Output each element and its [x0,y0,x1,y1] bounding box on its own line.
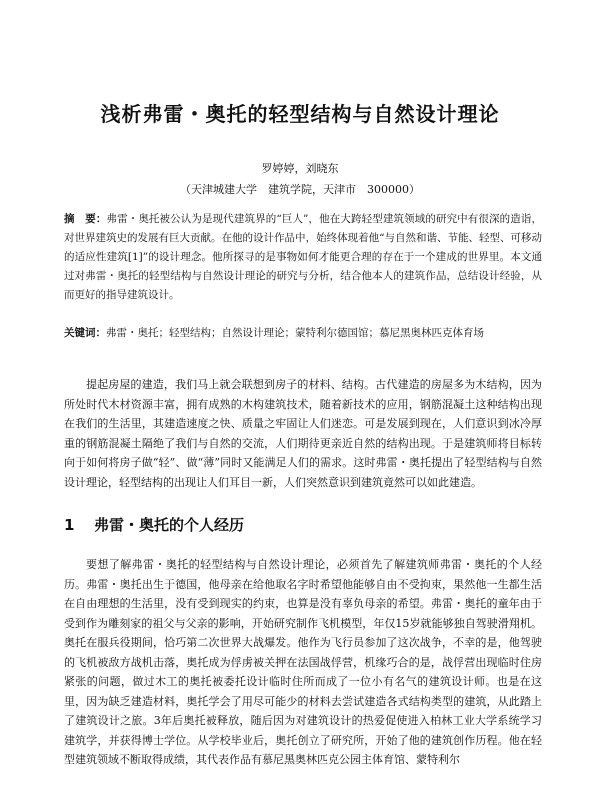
abstract [64,210,542,305]
keywords-text: 弗雷・奥托；轻型结构；自然设计理论；蒙特利尔德国馆；慕尼黑奥林匹克体育场 [106,327,484,339]
paper-title: 浅析弗雷・奥托的轻型结构与自然设计理论 [100,102,500,126]
section-1-heading [64,514,244,535]
abstract-text: 弗雷・奥托被公认为是现代建筑界的“巨人”，他在大跨轻型建筑领域的研究中有很深的造诣，对世界建筑史的发展有巨大贡献。在他的设计作品中，始终体现着他“与自然和谐、节能、轻型、可移动的适应性建筑[1]”的设计理念。他所探寻的是事物如何才能更合理的存在于一个建成的世界里。本文通过对弗雷・奥托的轻型结构与自然设计理论的研究与分析，结合他本人的建筑作品，总结设计经验，从而更好的指导建筑设计。 [64,213,543,301]
author-affiliation: （天津城建大学 建筑学院，天津市 300000） [180,183,420,196]
section-1-paragraph: 要想了解弗雷・奥托的轻型结构与自然设计理论，必须首先了解建筑师弗雷・奥托的个人经历。弗雷・奥托出生于德国，他母亲在给他取名字时希望他能够自由不受拘束，果然他一生都生活在自由理想的生活里，没有受到现实的约束，也算是没有辜负母亲的希望。弗雷・奥托的童年由于受到作为雕刻家的祖父与父亲的影响，开始研究制作飞机模型，年仅15岁就能够独自驾驶滑翔机。奥托在服兵役期间，恰巧第二次世界大战爆发。他作为飞行员参加了这次战争，不幸的是，他驾驶的飞机被敌方战机击落，奥托成为俘虏被关押在法国战俘营，机缘巧合的是，战俘营出现临时住房紧张的问题，做过木工的奥托被委托设计临时住所而成了一位小有名气的建筑设计师。也是在这里，因为缺乏建造材料，奥托学会了用尽可能少的材料去尝试建造各式结构类型的建筑，从此踏上了建筑设计之旅。3年后奥托被释放，随后因为对建筑设计的热爱促使进入柏林工业大学系统学习建筑学，并获得博士学位。从学校毕业后，奥托创立了研究所，开始了他的建筑创作历程。他在轻型建筑领域不断取得成绩，其代表作品有慕尼黑奥林匹克公园主体育馆、蒙特利尔 [64,558,542,766]
abstract-label: 摘 要： [64,213,107,225]
keywords-label: 关键词： [64,327,106,339]
section-1-title: 弗雷・奥托的个人经历 [94,516,245,534]
intro-paragraph: 提起房屋的建造，我们马上就会联想到房子的材料、结构。古代建造的房屋多为木结构，因为所处时代木材资源丰富，拥有成熟的木构建筑技术，随着新技术的应用，钢筋混凝土这种结构出现在我们的生活里，其建造速度之快、质量之牢固让人们迷恋。可是发展到现在，人们意识到冰冷厚重的钢筋混凝土隔绝了我们与自然的交流，人们期待更亲近自然的结构出现。于是建筑师将目标转向于如何将房子做“轻”、做“薄”同时又能满足人们的需求。这时弗雷・奥托提出了轻型结构与自然设计理论，轻型结构的出现让人们耳目一新，人们突然意识到建筑竟然可以如此建造。 [64,378,542,489]
keywords [64,324,542,343]
section-1-number: 1 [64,516,75,534]
author-names: 罗婷婷，刘晓东 [261,162,339,175]
